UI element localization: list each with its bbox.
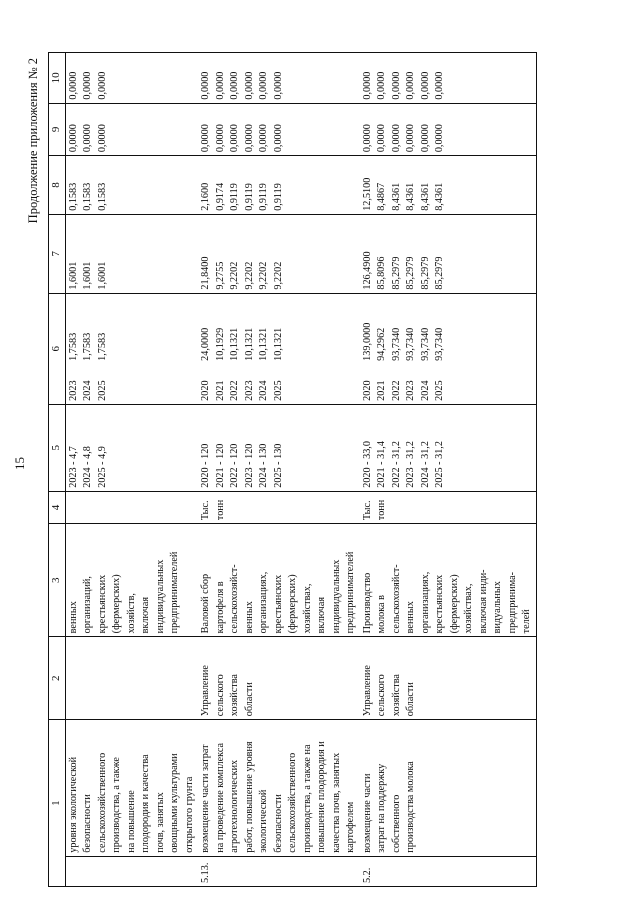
cell-line: организациях,	[419, 571, 431, 634]
cell-line: 21,8400	[200, 256, 212, 290]
cell-col8	[360, 156, 537, 215]
cell-line: 2023 - 31,2	[405, 441, 417, 488]
cell-line: качества почв, занятых	[330, 752, 342, 853]
cell-line: венных	[405, 601, 417, 634]
cell-line: 0,0000	[272, 71, 284, 100]
cell-line: уровня экологической	[67, 756, 79, 853]
year: 2025	[434, 380, 446, 401]
cell-col6	[65, 293, 198, 404]
table-row	[65, 53, 198, 887]
cell-line: 2025 - 4,9	[96, 446, 108, 488]
cell-col1	[198, 720, 360, 856]
cell-line: 2024 - 31,2	[419, 441, 431, 488]
cell-col8	[65, 156, 198, 215]
cell-line: сельскохозяйст-	[390, 564, 402, 634]
year: 2024	[419, 380, 431, 401]
amount: 93,7340	[390, 327, 402, 361]
table-row	[198, 53, 360, 887]
cell-col9	[198, 103, 360, 156]
cell-line: 1,6001	[96, 261, 108, 290]
cell-line: 0,0000	[272, 124, 284, 153]
cell-line: 0,0000	[390, 71, 402, 100]
year-amount-line	[81, 297, 96, 401]
cell-col4	[360, 491, 537, 523]
cell-col2	[360, 637, 537, 720]
cell-col3	[65, 524, 198, 637]
table-body	[49, 53, 537, 887]
cell-line: возмещение части затрат	[200, 744, 212, 853]
cell-line: 9,2755	[214, 261, 226, 290]
cell-line: хозяйства	[229, 674, 241, 717]
cell-line: 0,0000	[361, 124, 373, 153]
cell-line: 1,6001	[82, 261, 94, 290]
year: 2020	[361, 380, 373, 401]
cell-line: овощными культурами	[169, 753, 181, 853]
cell-col8	[198, 156, 360, 215]
header-cell: 6	[49, 293, 66, 404]
cell-line: сельскохозяйст-	[229, 564, 241, 634]
cell-line: (фермерских)	[111, 574, 123, 634]
amount: 24,0000	[200, 327, 212, 361]
cell-line: молока в	[376, 595, 388, 634]
cell-line: 0,0000	[200, 124, 212, 153]
cell-line: на проведение комплекса	[214, 743, 226, 853]
cell-line: включая инди-	[477, 569, 489, 634]
cell-line: 8,4867	[376, 182, 388, 211]
year: 2024	[258, 380, 270, 401]
cell-line: повышение плодородия и	[316, 741, 328, 853]
cell-line: венных	[67, 601, 79, 634]
cell-line: 0,0000	[419, 71, 431, 100]
cell-col6	[198, 293, 360, 404]
cell-line: крестьянских	[272, 574, 284, 634]
amount: 93,7340	[405, 327, 417, 361]
cell-line: 0,0000	[214, 124, 226, 153]
cell-line: области	[243, 682, 255, 717]
cell-line: сельского	[376, 674, 388, 717]
cell-line: сельского	[214, 674, 226, 717]
cell-line: 0,0000	[82, 124, 94, 153]
cell-line: агротехнологических	[229, 759, 241, 853]
amount: 10,1321	[229, 327, 241, 361]
cell-line: 0,9119	[229, 183, 241, 211]
cell-col3	[198, 524, 360, 637]
cell-line: 0,0000	[82, 71, 94, 100]
cell-line: 2,1600	[200, 182, 212, 211]
cell-line: 0,1583	[96, 182, 108, 211]
cell-line: 0,9119	[272, 183, 284, 211]
cell-line: 0,0000	[243, 71, 255, 100]
cell-line: сельскохозяйственного	[287, 752, 299, 853]
year-amount-line	[433, 297, 448, 401]
amount: 1,7583	[96, 332, 108, 361]
year: 2023	[243, 380, 255, 401]
cell-line: 2024 - 130	[258, 443, 270, 488]
cell-col5	[65, 404, 198, 491]
header-cell: 3	[49, 524, 66, 637]
cell-line: 2024 - 4,8	[82, 446, 94, 488]
cell-line: 85,2979	[405, 256, 417, 290]
cell-line: 0,0000	[96, 71, 108, 100]
cell-line: производства, а также на	[301, 744, 313, 853]
cell-line: крестьянских	[434, 574, 446, 634]
cell-line: 0,0000	[434, 124, 446, 153]
cell-line: 9,2202	[272, 261, 284, 290]
cell-line: 0,9119	[243, 183, 255, 211]
cell-line: Тыс.	[200, 500, 212, 521]
cell-col5	[360, 404, 537, 491]
cell-line: хозяйств,	[125, 593, 137, 634]
header-cell: 7	[49, 214, 66, 293]
cell-line: 0,0000	[376, 71, 388, 100]
header-cell: 1	[49, 720, 66, 887]
cell-line: 0,0000	[434, 71, 446, 100]
cell-line: безопасности	[82, 794, 94, 853]
year-amount-line	[419, 297, 434, 401]
cell-line: 0,0000	[258, 124, 270, 153]
cell-col7	[198, 214, 360, 293]
cell-line: 0,0000	[200, 71, 212, 100]
cell-line: Производство	[361, 572, 373, 634]
cell-line: 0,0000	[419, 124, 431, 153]
year-amount-line	[404, 297, 419, 401]
cell-line: 12,5100	[361, 177, 373, 211]
year: 2024	[82, 380, 94, 401]
cell-line: 0,1583	[82, 182, 94, 211]
header-cell: 10	[49, 53, 66, 104]
year-amount-line	[257, 297, 272, 401]
cell-col2	[65, 637, 198, 720]
cell-col3	[360, 524, 537, 637]
year: 2023	[67, 380, 79, 401]
cell-line: предпринимателей	[345, 551, 357, 634]
cell-line: 2023 - 120	[243, 443, 255, 488]
row-number	[65, 856, 198, 886]
cell-line: 9,2202	[258, 261, 270, 290]
cell-line: телей	[521, 609, 533, 634]
cell-col5	[198, 404, 360, 491]
cell-line: 1,6001	[67, 261, 79, 290]
cell-line: 2025 - 31,2	[434, 441, 446, 488]
cell-line: (фермерских)	[448, 574, 460, 634]
cell-line: работ, повышение уровня	[243, 741, 255, 853]
year-amount-line	[96, 297, 111, 401]
year-amount-line	[361, 297, 376, 401]
year: 2020	[200, 380, 212, 401]
year-amount-line	[228, 297, 243, 401]
cell-line: 85,8096	[376, 256, 388, 290]
appendix-caption: Продолжение приложения № 2	[26, 58, 40, 224]
header-cell: 4	[49, 491, 66, 523]
cell-line: 2022 - 120	[229, 443, 241, 488]
cell-line: 2021 - 120	[214, 443, 226, 488]
cell-line: 2025 - 130	[272, 443, 284, 488]
cell-line: 0,0000	[229, 124, 241, 153]
cell-line: 2020 - 33,0	[361, 441, 373, 488]
row-number: 5.2.	[360, 856, 537, 886]
cell-line: 0,0000	[214, 71, 226, 100]
cell-line: предпринимателей	[169, 551, 181, 634]
cell-line: 0,0000	[67, 71, 79, 100]
cell-line: включая	[316, 596, 328, 634]
cell-line: включая	[140, 596, 152, 634]
year-amount-line	[375, 297, 390, 401]
cell-line: 0,9174	[214, 182, 226, 211]
cell-line: сельскохозяйственного	[96, 752, 108, 853]
cell-col10	[198, 53, 360, 104]
cell-line: производства молока	[405, 761, 417, 853]
cell-line: 8,4361	[419, 182, 431, 211]
header-cell: 8	[49, 156, 66, 215]
cell-line: тонн	[214, 499, 226, 521]
year-amount-line	[199, 297, 214, 401]
cell-line: 85,2979	[419, 256, 431, 290]
table-row	[360, 53, 537, 887]
year: 2025	[96, 380, 108, 401]
cell-line: 0,0000	[405, 71, 417, 100]
amount: 139,0000	[361, 322, 373, 361]
amount: 94,2962	[376, 327, 388, 361]
year: 2023	[405, 380, 417, 401]
cell-line: венных	[243, 601, 255, 634]
cell-line: 0,0000	[405, 124, 417, 153]
cell-col10	[360, 53, 537, 104]
header-row	[49, 53, 66, 887]
cell-line: видуальных	[492, 581, 504, 634]
cell-line: 8,4361	[405, 182, 417, 211]
cell-line: тонн	[376, 499, 388, 521]
cell-line: 85,2979	[390, 256, 402, 290]
year: 2021	[376, 380, 388, 401]
cell-line: 126,4900	[361, 251, 373, 290]
year-amount-line	[67, 297, 82, 401]
cell-line: организациях,	[258, 571, 270, 634]
cell-col6	[360, 293, 537, 404]
amount: 10,1321	[258, 327, 270, 361]
cell-line: 0,0000	[376, 124, 388, 153]
year-amount-line	[272, 297, 287, 401]
cell-line: 2022 - 31,2	[390, 441, 402, 488]
cell-line: 9,2202	[229, 261, 241, 290]
amount: 10,1321	[272, 327, 284, 361]
cell-line: Управление	[200, 665, 212, 717]
cell-col2	[198, 637, 360, 720]
cell-line: 0,1583	[67, 182, 79, 211]
cell-line: 0,0000	[229, 71, 241, 100]
year-amount-line	[243, 297, 258, 401]
cell-line: 0,0000	[258, 71, 270, 100]
cell-line: экологической	[258, 789, 270, 853]
cell-line: крестьянских	[96, 574, 108, 634]
cell-line: 8,4361	[434, 182, 446, 211]
cell-line: 2023 - 4,7	[67, 446, 79, 488]
cell-line: хозяйства	[390, 674, 402, 717]
cell-line: затрат на поддержку	[376, 763, 388, 853]
year: 2021	[214, 380, 226, 401]
year-amount-line	[390, 297, 405, 401]
cell-line: 2021 - 31,4	[376, 441, 388, 488]
cell-line: 85,2979	[434, 256, 446, 290]
cell-line: 0,0000	[361, 71, 373, 100]
cell-line: индивидуальных	[154, 559, 166, 634]
cell-line: Валовой сбор	[200, 573, 212, 634]
cell-line: 2020 - 120	[200, 443, 212, 488]
cell-col4	[65, 491, 198, 523]
cell-line: 8,4361	[390, 182, 402, 211]
cell-line: области	[405, 682, 417, 717]
cell-line: открытого грунта	[183, 776, 195, 853]
year: 2022	[390, 380, 402, 401]
cell-line: 0,9119	[258, 183, 270, 211]
cell-col10	[65, 53, 198, 104]
cell-line: на повышение	[125, 790, 137, 853]
cell-line: производства, а также	[111, 757, 123, 853]
header-cell: 2	[49, 637, 66, 720]
cell-col1	[360, 720, 537, 856]
cell-line: Управление	[361, 665, 373, 717]
cell-col9	[65, 103, 198, 156]
header-cell: 9	[49, 103, 66, 156]
program-table	[48, 52, 537, 887]
cell-line: 0,0000	[390, 124, 402, 153]
cell-line: организаций,	[82, 576, 94, 634]
cell-line: 0,0000	[243, 124, 255, 153]
cell-line: индивидуальных	[330, 559, 342, 634]
row-number: 5.13.	[198, 856, 360, 886]
cell-line: безопасности	[272, 794, 284, 853]
cell-line: возмещение части	[361, 773, 373, 853]
cell-line: (фермерских)	[287, 574, 299, 634]
year-amount-line	[214, 297, 229, 401]
cell-line: хозяйствах,	[301, 583, 313, 634]
amount: 10,1321	[243, 327, 255, 361]
amount: 93,7340	[434, 327, 446, 361]
cell-line: картофеля в	[214, 581, 226, 634]
amount: 93,7340	[419, 327, 431, 361]
cell-line: почв, занятых	[154, 792, 166, 853]
cell-line: хозяйствах,	[463, 583, 475, 634]
amount: 1,7583	[67, 332, 79, 361]
cell-col7	[360, 214, 537, 293]
cell-line: 0,0000	[96, 124, 108, 153]
cell-line: предпринима-	[506, 572, 518, 634]
cell-col9	[360, 103, 537, 156]
cell-line: собственного	[390, 794, 402, 853]
cell-col4	[198, 491, 360, 523]
cell-col1	[65, 720, 198, 856]
cell-line: картофелем	[345, 801, 357, 853]
amount: 1,7583	[82, 332, 94, 361]
cell-col7	[65, 214, 198, 293]
header-cell: 5	[49, 404, 66, 491]
cell-line: плодородия и качества	[140, 754, 152, 853]
year: 2022	[229, 380, 241, 401]
page-number: 15	[12, 457, 27, 470]
amount: 10,1929	[214, 327, 226, 361]
cell-line: 0,0000	[67, 124, 79, 153]
cell-line: 9,2202	[243, 261, 255, 290]
year: 2025	[272, 380, 284, 401]
cell-line: Тыс.	[361, 500, 373, 521]
